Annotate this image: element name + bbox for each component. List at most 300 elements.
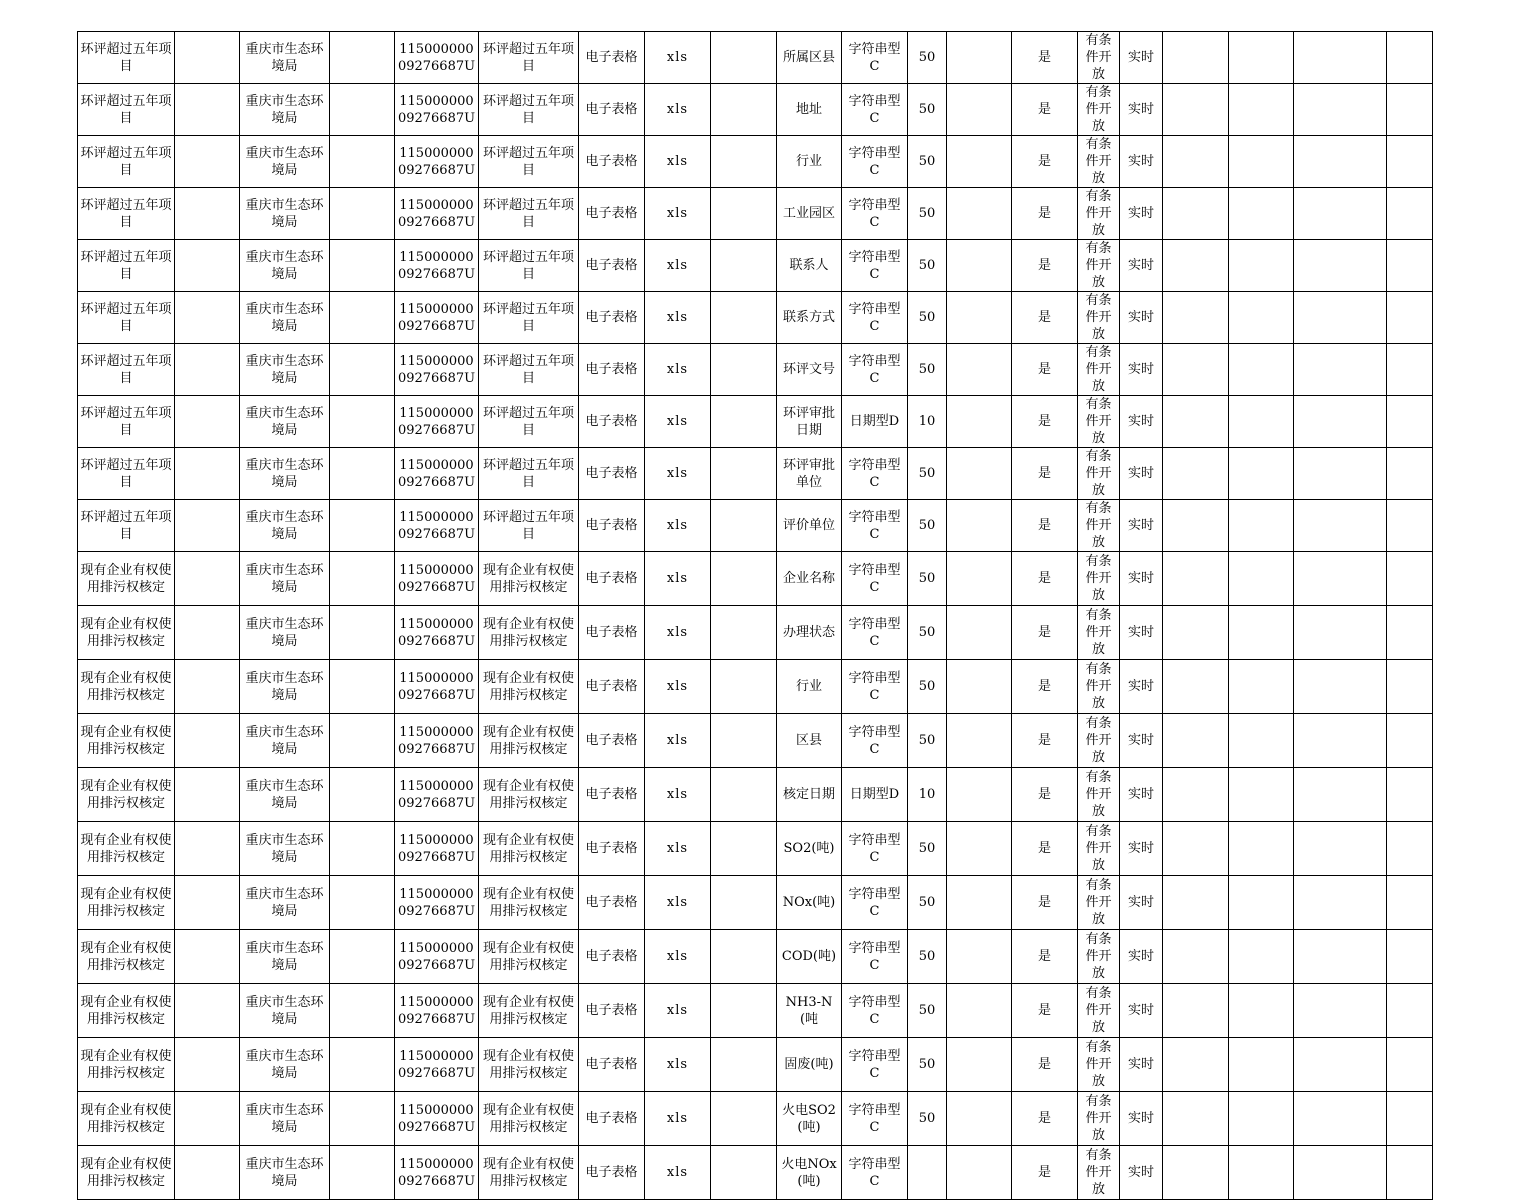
carrier-type-cell: 电子表格 <box>579 768 645 822</box>
empty-cell <box>1294 448 1387 500</box>
data-type-cell: 日期型D <box>842 396 908 448</box>
data-type-cell: 字符串型C <box>842 1092 908 1146</box>
open-type-cell: 有条件开放 <box>1078 32 1120 84</box>
field-length-cell: 50 <box>908 606 947 660</box>
table-row <box>78 552 1433 606</box>
field-length-cell: 50 <box>908 660 947 714</box>
file-format-cell: xls <box>645 606 711 660</box>
empty-cell <box>175 32 240 84</box>
department-cell: 重庆市生态环境局 <box>240 984 330 1038</box>
carrier-type-cell: 电子表格 <box>579 292 645 344</box>
empty-cell <box>1387 1038 1433 1092</box>
empty-cell <box>1294 1092 1387 1146</box>
carrier-type-cell: 电子表格 <box>579 606 645 660</box>
shared-flag-cell: 是 <box>1012 606 1078 660</box>
data-type-cell: 字符串型C <box>842 32 908 84</box>
empty-cell <box>330 292 395 344</box>
file-format-cell: xls <box>645 714 711 768</box>
credit-code-cell: 11500000009276687U <box>395 84 479 136</box>
empty-cell <box>947 660 1012 714</box>
table-row <box>78 188 1433 240</box>
department-cell: 重庆市生态环境局 <box>240 344 330 396</box>
empty-cell <box>330 1092 395 1146</box>
update-frequency-cell: 实时 <box>1120 930 1163 984</box>
empty-cell <box>1229 660 1294 714</box>
empty-cell <box>1294 606 1387 660</box>
department-cell: 重庆市生态环境局 <box>240 1146 330 1200</box>
table-row <box>78 984 1433 1038</box>
shared-flag-cell: 是 <box>1012 32 1078 84</box>
data-type-cell: 字符串型C <box>842 876 908 930</box>
empty-cell <box>1163 930 1229 984</box>
empty-cell <box>947 32 1012 84</box>
shared-flag-cell: 是 <box>1012 552 1078 606</box>
empty-cell <box>947 984 1012 1038</box>
resource-name-cell: 环评超过五年项目 <box>78 32 175 84</box>
carrier-type-cell: 电子表格 <box>579 552 645 606</box>
table-row <box>78 136 1433 188</box>
department-cell: 重庆市生态环境局 <box>240 660 330 714</box>
empty-cell <box>1229 448 1294 500</box>
shared-flag-cell: 是 <box>1012 344 1078 396</box>
resource-name-cell: 现有企业有权使用排污权核定 <box>78 930 175 984</box>
info-item-cell: 环评超过五年项目 <box>479 84 579 136</box>
department-cell: 重庆市生态环境局 <box>240 768 330 822</box>
data-type-cell: 字符串型C <box>842 606 908 660</box>
empty-cell <box>947 1038 1012 1092</box>
data-type-cell: 字符串型C <box>842 500 908 552</box>
table-row <box>78 876 1433 930</box>
field-name-cell: NH3-N(吨 <box>777 984 842 1038</box>
carrier-type-cell: 电子表格 <box>579 136 645 188</box>
empty-cell <box>330 448 395 500</box>
shared-flag-cell: 是 <box>1012 240 1078 292</box>
info-item-cell: 现有企业有权使用排污权核定 <box>479 552 579 606</box>
empty-cell <box>1387 500 1433 552</box>
empty-cell <box>1163 1092 1229 1146</box>
department-cell: 重庆市生态环境局 <box>240 552 330 606</box>
empty-cell <box>1387 32 1433 84</box>
open-type-cell: 有条件开放 <box>1078 136 1120 188</box>
empty-cell <box>947 1092 1012 1146</box>
resource-name-cell: 现有企业有权使用排污权核定 <box>78 984 175 1038</box>
data-type-cell: 字符串型C <box>842 930 908 984</box>
update-frequency-cell: 实时 <box>1120 1038 1163 1092</box>
open-type-cell: 有条件开放 <box>1078 500 1120 552</box>
empty-cell <box>711 930 777 984</box>
file-format-cell: xls <box>645 500 711 552</box>
update-frequency-cell: 实时 <box>1120 136 1163 188</box>
resource-name-cell: 现有企业有权使用排污权核定 <box>78 714 175 768</box>
open-type-cell: 有条件开放 <box>1078 984 1120 1038</box>
field-name-cell: 地址 <box>777 84 842 136</box>
update-frequency-cell: 实时 <box>1120 822 1163 876</box>
empty-cell <box>1294 822 1387 876</box>
field-name-cell: 评价单位 <box>777 500 842 552</box>
field-length-cell: 50 <box>908 240 947 292</box>
empty-cell <box>1163 344 1229 396</box>
open-type-cell: 有条件开放 <box>1078 660 1120 714</box>
empty-cell <box>330 84 395 136</box>
empty-cell <box>330 344 395 396</box>
department-cell: 重庆市生态环境局 <box>240 448 330 500</box>
carrier-type-cell: 电子表格 <box>579 32 645 84</box>
update-frequency-cell: 实时 <box>1120 32 1163 84</box>
table-row <box>78 344 1433 396</box>
empty-cell <box>1229 876 1294 930</box>
credit-code-cell: 11500000009276687U <box>395 32 479 84</box>
field-length-cell: 50 <box>908 1038 947 1092</box>
info-item-cell: 环评超过五年项目 <box>479 344 579 396</box>
update-frequency-cell: 实时 <box>1120 1092 1163 1146</box>
open-type-cell: 有条件开放 <box>1078 448 1120 500</box>
field-name-cell: 区县 <box>777 714 842 768</box>
table-row <box>78 292 1433 344</box>
shared-flag-cell: 是 <box>1012 188 1078 240</box>
file-format-cell: xls <box>645 240 711 292</box>
table-row <box>78 714 1433 768</box>
empty-cell <box>175 714 240 768</box>
update-frequency-cell: 实时 <box>1120 984 1163 1038</box>
info-item-cell: 现有企业有权使用排污权核定 <box>479 1092 579 1146</box>
empty-cell <box>1294 930 1387 984</box>
empty-cell <box>175 240 240 292</box>
empty-cell <box>1229 984 1294 1038</box>
resource-name-cell: 环评超过五年项目 <box>78 448 175 500</box>
carrier-type-cell: 电子表格 <box>579 1092 645 1146</box>
empty-cell <box>1387 552 1433 606</box>
data-type-cell: 字符串型C <box>842 240 908 292</box>
empty-cell <box>1294 240 1387 292</box>
empty-cell <box>1229 396 1294 448</box>
carrier-type-cell: 电子表格 <box>579 822 645 876</box>
empty-cell <box>1163 84 1229 136</box>
field-length-cell: 50 <box>908 714 947 768</box>
credit-code-cell: 11500000009276687U <box>395 552 479 606</box>
empty-cell <box>947 396 1012 448</box>
resource-name-cell: 现有企业有权使用排污权核定 <box>78 1146 175 1200</box>
update-frequency-cell: 实时 <box>1120 500 1163 552</box>
empty-cell <box>175 930 240 984</box>
field-name-cell: 所属区县 <box>777 32 842 84</box>
info-item-cell: 现有企业有权使用排污权核定 <box>479 822 579 876</box>
department-cell: 重庆市生态环境局 <box>240 292 330 344</box>
field-length-cell: 50 <box>908 188 947 240</box>
data-type-cell: 字符串型C <box>842 660 908 714</box>
empty-cell <box>711 714 777 768</box>
empty-cell <box>711 32 777 84</box>
file-format-cell: xls <box>645 396 711 448</box>
update-frequency-cell: 实时 <box>1120 552 1163 606</box>
empty-cell <box>1163 768 1229 822</box>
empty-cell <box>1229 930 1294 984</box>
empty-cell <box>1387 1092 1433 1146</box>
empty-cell <box>947 344 1012 396</box>
empty-cell <box>1294 768 1387 822</box>
carrier-type-cell: 电子表格 <box>579 84 645 136</box>
credit-code-cell: 11500000009276687U <box>395 1092 479 1146</box>
empty-cell <box>947 292 1012 344</box>
info-item-cell: 现有企业有权使用排污权核定 <box>479 1146 579 1200</box>
department-cell: 重庆市生态环境局 <box>240 32 330 84</box>
data-type-cell: 字符串型C <box>842 136 908 188</box>
carrier-type-cell: 电子表格 <box>579 1146 645 1200</box>
update-frequency-cell: 实时 <box>1120 84 1163 136</box>
department-cell: 重庆市生态环境局 <box>240 500 330 552</box>
resource-name-cell: 环评超过五年项目 <box>78 136 175 188</box>
empty-cell <box>711 660 777 714</box>
info-item-cell: 现有企业有权使用排污权核定 <box>479 930 579 984</box>
resource-name-cell: 环评超过五年项目 <box>78 500 175 552</box>
empty-cell <box>1163 396 1229 448</box>
empty-cell <box>1229 84 1294 136</box>
empty-cell <box>1163 240 1229 292</box>
info-item-cell: 现有企业有权使用排污权核定 <box>479 1038 579 1092</box>
empty-cell <box>330 396 395 448</box>
info-item-cell: 现有企业有权使用排污权核定 <box>479 876 579 930</box>
empty-cell <box>1163 1038 1229 1092</box>
open-type-cell: 有条件开放 <box>1078 1038 1120 1092</box>
empty-cell <box>175 984 240 1038</box>
field-name-cell: 环评文号 <box>777 344 842 396</box>
empty-cell <box>330 1038 395 1092</box>
empty-cell <box>1229 292 1294 344</box>
empty-cell <box>1387 448 1433 500</box>
empty-cell <box>330 136 395 188</box>
carrier-type-cell: 电子表格 <box>579 1038 645 1092</box>
field-length-cell: 50 <box>908 984 947 1038</box>
open-type-cell: 有条件开放 <box>1078 822 1120 876</box>
empty-cell <box>1294 396 1387 448</box>
table-body <box>78 32 1433 1200</box>
info-item-cell: 现有企业有权使用排污权核定 <box>479 768 579 822</box>
open-type-cell: 有条件开放 <box>1078 292 1120 344</box>
empty-cell <box>1229 714 1294 768</box>
empty-cell <box>947 768 1012 822</box>
empty-cell <box>711 136 777 188</box>
field-name-cell: 办理状态 <box>777 606 842 660</box>
empty-cell <box>1387 84 1433 136</box>
empty-cell <box>1294 32 1387 84</box>
info-item-cell: 环评超过五年项目 <box>479 500 579 552</box>
credit-code-cell: 11500000009276687U <box>395 606 479 660</box>
empty-cell <box>175 1146 240 1200</box>
data-resource-table <box>77 31 1433 1200</box>
empty-cell <box>1387 876 1433 930</box>
field-length-cell: 10 <box>908 396 947 448</box>
resource-name-cell: 环评超过五年项目 <box>78 344 175 396</box>
carrier-type-cell: 电子表格 <box>579 876 645 930</box>
table-row <box>78 500 1433 552</box>
credit-code-cell: 11500000009276687U <box>395 344 479 396</box>
empty-cell <box>947 240 1012 292</box>
data-type-cell: 字符串型C <box>842 448 908 500</box>
field-length-cell: 10 <box>908 768 947 822</box>
empty-cell <box>1229 1146 1294 1200</box>
empty-cell <box>330 1146 395 1200</box>
field-name-cell: 固废(吨) <box>777 1038 842 1092</box>
update-frequency-cell: 实时 <box>1120 188 1163 240</box>
file-format-cell: xls <box>645 552 711 606</box>
empty-cell <box>1163 714 1229 768</box>
open-type-cell: 有条件开放 <box>1078 552 1120 606</box>
data-type-cell: 字符串型C <box>842 552 908 606</box>
empty-cell <box>711 500 777 552</box>
shared-flag-cell: 是 <box>1012 448 1078 500</box>
field-length-cell: 50 <box>908 84 947 136</box>
empty-cell <box>1294 500 1387 552</box>
update-frequency-cell: 实时 <box>1120 660 1163 714</box>
info-item-cell: 环评超过五年项目 <box>479 136 579 188</box>
table-row <box>78 1146 1433 1200</box>
file-format-cell: xls <box>645 292 711 344</box>
department-cell: 重庆市生态环境局 <box>240 822 330 876</box>
credit-code-cell: 11500000009276687U <box>395 396 479 448</box>
carrier-type-cell: 电子表格 <box>579 984 645 1038</box>
carrier-type-cell: 电子表格 <box>579 448 645 500</box>
shared-flag-cell: 是 <box>1012 292 1078 344</box>
table-row <box>78 448 1433 500</box>
department-cell: 重庆市生态环境局 <box>240 240 330 292</box>
info-item-cell: 环评超过五年项目 <box>479 240 579 292</box>
empty-cell <box>1163 606 1229 660</box>
empty-cell <box>1229 136 1294 188</box>
field-length-cell: 50 <box>908 876 947 930</box>
open-type-cell: 有条件开放 <box>1078 344 1120 396</box>
file-format-cell: xls <box>645 768 711 822</box>
empty-cell <box>1229 1038 1294 1092</box>
update-frequency-cell: 实时 <box>1120 448 1163 500</box>
update-frequency-cell: 实时 <box>1120 240 1163 292</box>
credit-code-cell: 11500000009276687U <box>395 714 479 768</box>
field-length-cell: 50 <box>908 1092 947 1146</box>
shared-flag-cell: 是 <box>1012 500 1078 552</box>
empty-cell <box>711 1038 777 1092</box>
empty-cell <box>175 500 240 552</box>
empty-cell <box>947 552 1012 606</box>
empty-cell <box>330 500 395 552</box>
field-length-cell: 50 <box>908 136 947 188</box>
shared-flag-cell: 是 <box>1012 768 1078 822</box>
table-row <box>78 32 1433 84</box>
empty-cell <box>711 292 777 344</box>
info-item-cell: 现有企业有权使用排污权核定 <box>479 714 579 768</box>
empty-cell <box>947 500 1012 552</box>
empty-cell <box>1163 188 1229 240</box>
table-row <box>78 1038 1433 1092</box>
resource-name-cell: 现有企业有权使用排污权核定 <box>78 606 175 660</box>
table-row <box>78 660 1433 714</box>
credit-code-cell: 11500000009276687U <box>395 188 479 240</box>
empty-cell <box>947 714 1012 768</box>
field-length-cell: 50 <box>908 292 947 344</box>
empty-cell <box>330 660 395 714</box>
resource-name-cell: 环评超过五年项目 <box>78 84 175 136</box>
credit-code-cell: 11500000009276687U <box>395 768 479 822</box>
resource-name-cell: 现有企业有权使用排污权核定 <box>78 552 175 606</box>
data-type-cell: 字符串型C <box>842 344 908 396</box>
empty-cell <box>330 552 395 606</box>
field-length-cell <box>908 1146 947 1200</box>
field-length-cell: 50 <box>908 448 947 500</box>
update-frequency-cell: 实时 <box>1120 344 1163 396</box>
empty-cell <box>330 768 395 822</box>
file-format-cell: xls <box>645 1146 711 1200</box>
credit-code-cell: 11500000009276687U <box>395 292 479 344</box>
department-cell: 重庆市生态环境局 <box>240 84 330 136</box>
resource-name-cell: 环评超过五年项目 <box>78 396 175 448</box>
empty-cell <box>1387 984 1433 1038</box>
field-name-cell: 行业 <box>777 136 842 188</box>
field-name-cell: 环评审批单位 <box>777 448 842 500</box>
resource-name-cell: 现有企业有权使用排污权核定 <box>78 660 175 714</box>
field-length-cell: 50 <box>908 822 947 876</box>
empty-cell <box>1387 660 1433 714</box>
file-format-cell: xls <box>645 84 711 136</box>
file-format-cell: xls <box>645 188 711 240</box>
empty-cell <box>947 84 1012 136</box>
field-name-cell: 火电SO2(吨) <box>777 1092 842 1146</box>
data-type-cell: 字符串型C <box>842 984 908 1038</box>
update-frequency-cell: 实时 <box>1120 292 1163 344</box>
field-name-cell: 联系方式 <box>777 292 842 344</box>
credit-code-cell: 11500000009276687U <box>395 448 479 500</box>
data-type-cell: 字符串型C <box>842 188 908 240</box>
field-length-cell: 50 <box>908 32 947 84</box>
field-name-cell: 火电NOx(吨) <box>777 1146 842 1200</box>
field-name-cell: 联系人 <box>777 240 842 292</box>
empty-cell <box>1294 714 1387 768</box>
shared-flag-cell: 是 <box>1012 984 1078 1038</box>
shared-flag-cell: 是 <box>1012 822 1078 876</box>
empty-cell <box>1294 84 1387 136</box>
empty-cell <box>1387 136 1433 188</box>
table-row <box>78 768 1433 822</box>
empty-cell <box>1229 500 1294 552</box>
empty-cell <box>711 984 777 1038</box>
empty-cell <box>947 1146 1012 1200</box>
file-format-cell: xls <box>645 32 711 84</box>
empty-cell <box>175 84 240 136</box>
shared-flag-cell: 是 <box>1012 1038 1078 1092</box>
shared-flag-cell: 是 <box>1012 396 1078 448</box>
field-name-cell: 核定日期 <box>777 768 842 822</box>
empty-cell <box>1229 344 1294 396</box>
file-format-cell: xls <box>645 448 711 500</box>
table-row <box>78 240 1433 292</box>
resource-name-cell: 现有企业有权使用排污权核定 <box>78 876 175 930</box>
carrier-type-cell: 电子表格 <box>579 500 645 552</box>
info-item-cell: 环评超过五年项目 <box>479 292 579 344</box>
department-cell: 重庆市生态环境局 <box>240 396 330 448</box>
empty-cell <box>947 876 1012 930</box>
empty-cell <box>1294 292 1387 344</box>
empty-cell <box>1163 984 1229 1038</box>
shared-flag-cell: 是 <box>1012 714 1078 768</box>
empty-cell <box>1387 188 1433 240</box>
empty-cell <box>1294 344 1387 396</box>
empty-cell <box>175 136 240 188</box>
empty-cell <box>1229 552 1294 606</box>
empty-cell <box>175 1092 240 1146</box>
credit-code-cell: 11500000009276687U <box>395 1038 479 1092</box>
carrier-type-cell: 电子表格 <box>579 660 645 714</box>
empty-cell <box>711 188 777 240</box>
open-type-cell: 有条件开放 <box>1078 876 1120 930</box>
empty-cell <box>1387 292 1433 344</box>
empty-cell <box>1163 1146 1229 1200</box>
shared-flag-cell: 是 <box>1012 660 1078 714</box>
